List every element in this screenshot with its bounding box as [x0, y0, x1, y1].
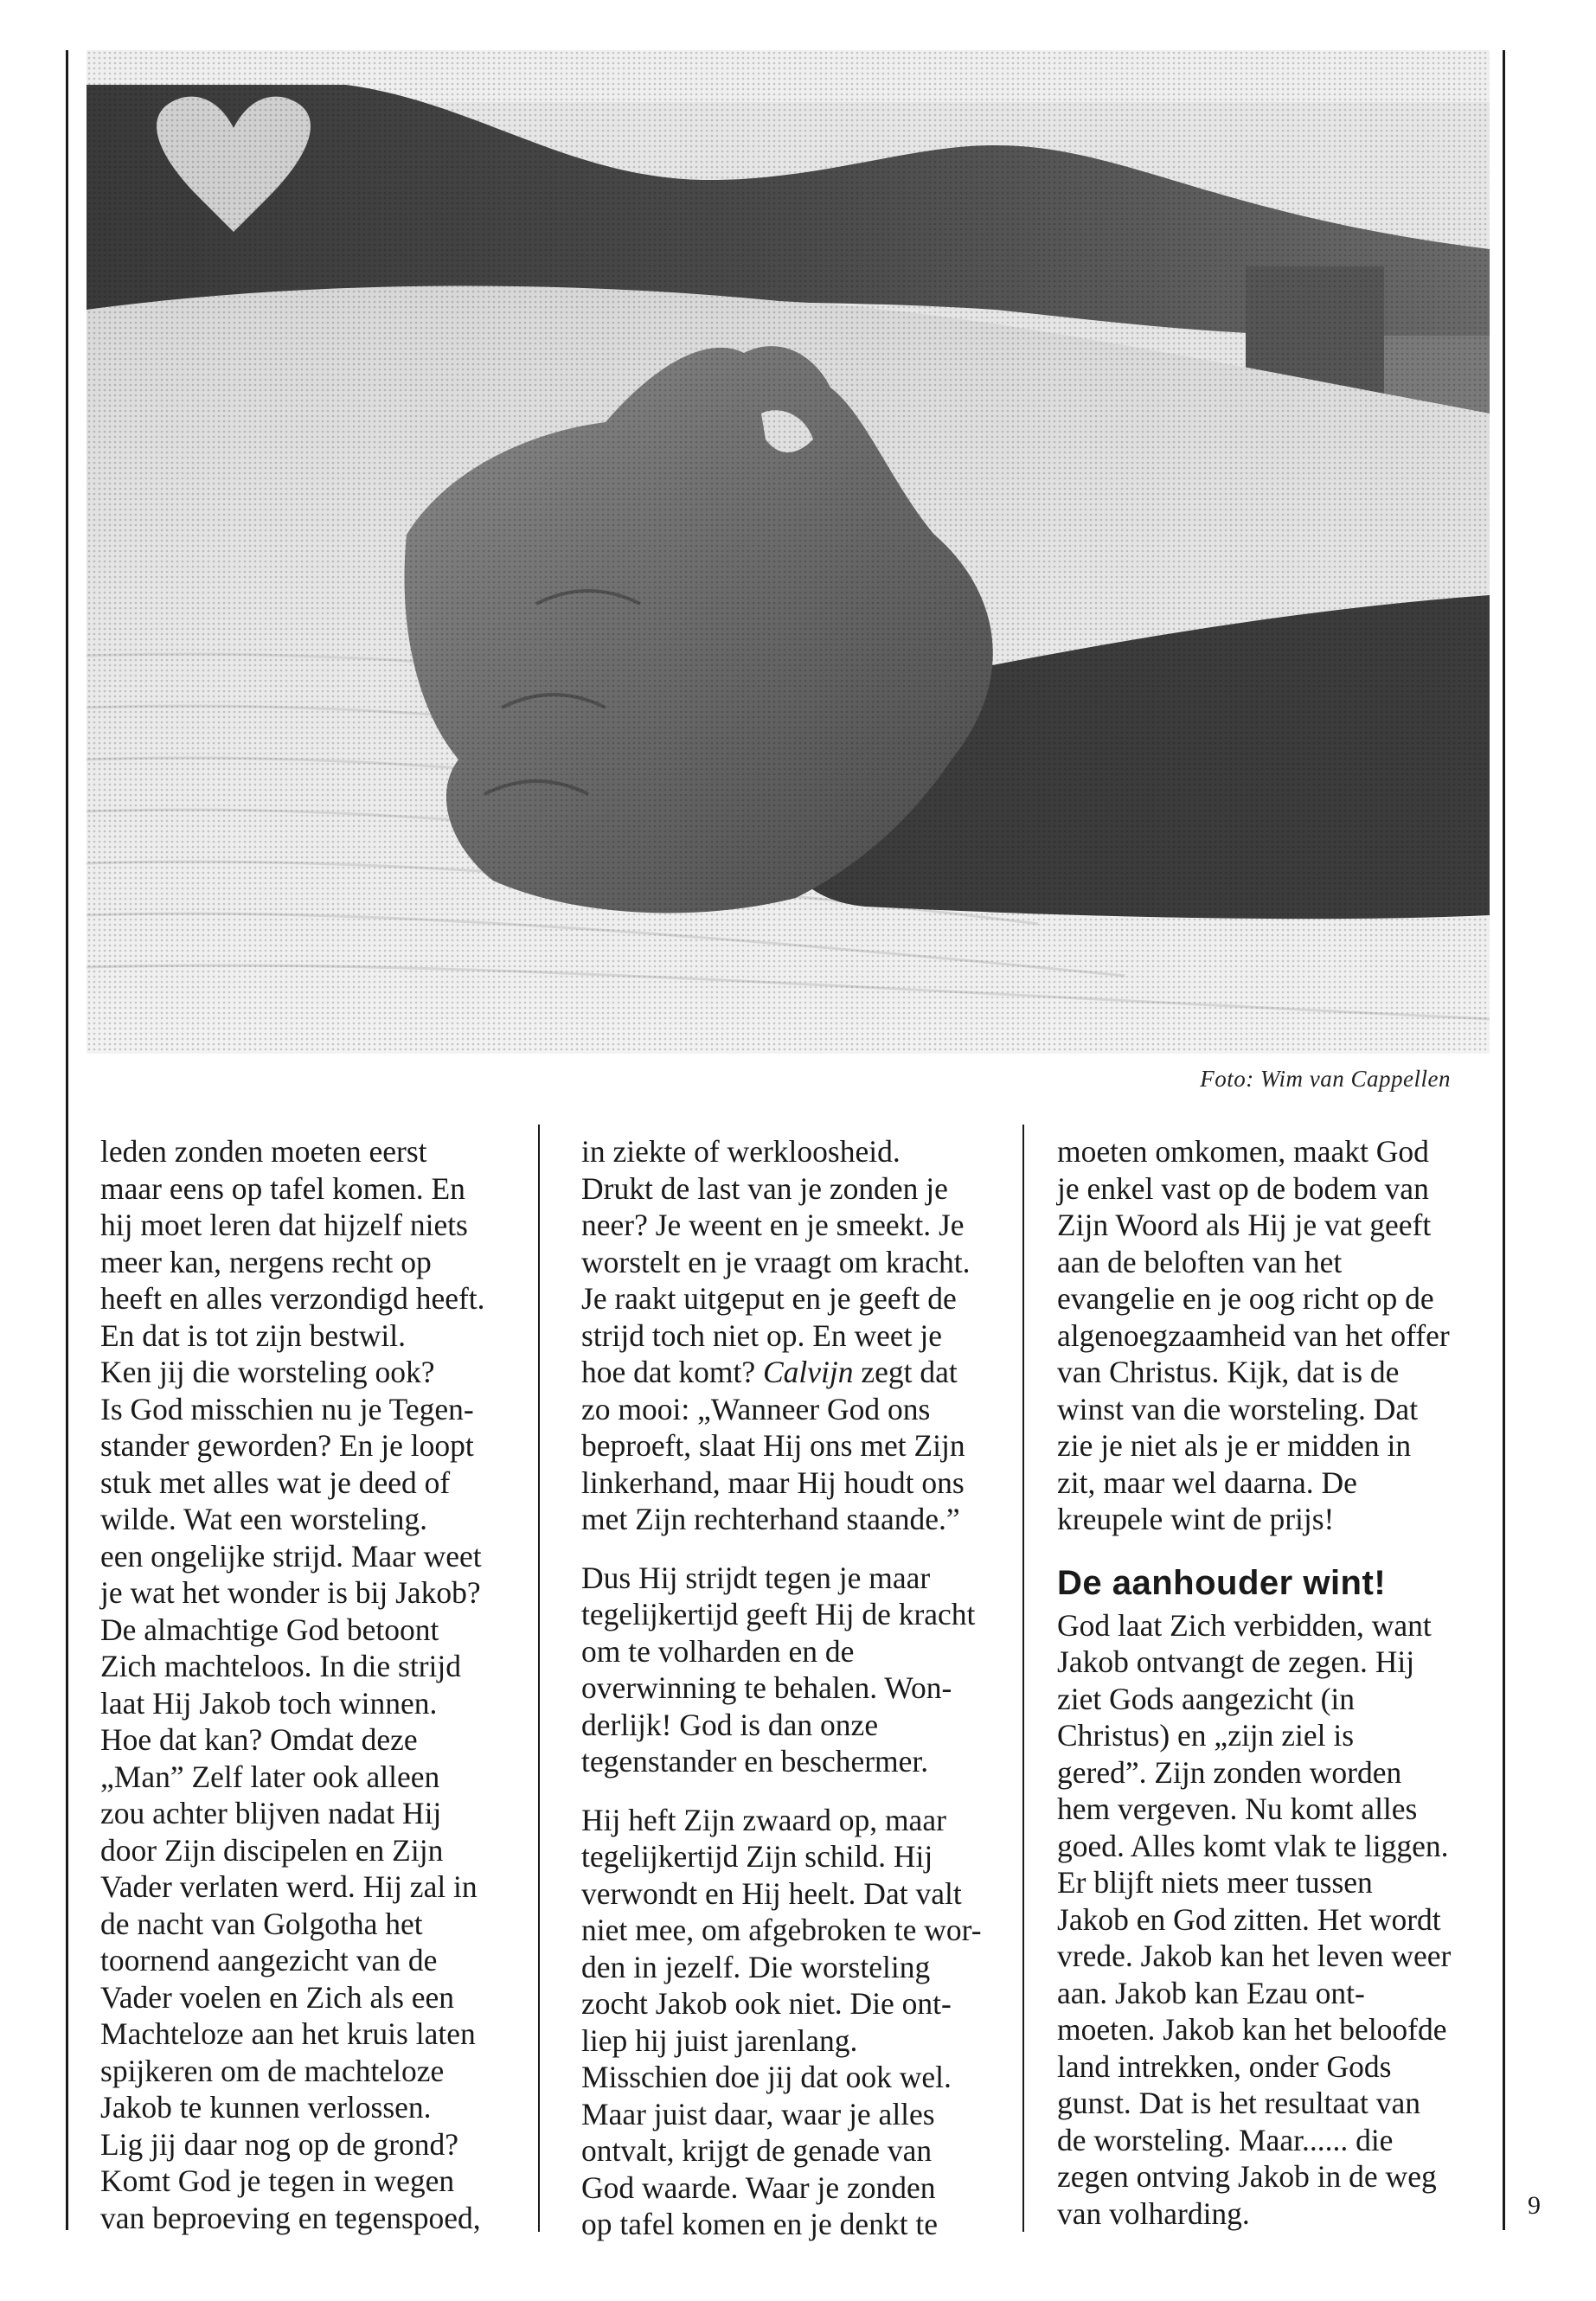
- text-line: overwinning te behalen. Won-: [581, 1670, 952, 1705]
- text-line: gunst. Dat is het resultaat van: [1057, 2086, 1420, 2120]
- text-line: Maar juist daar, waar je alles: [581, 2096, 935, 2131]
- text-line: ziet Gods aangezicht (in: [1057, 1681, 1356, 1716]
- text-line: zocht Jakob ook niet. Die ont-: [581, 1986, 952, 2021]
- paragraph: [581, 1560, 982, 1780]
- text-line: zit, maar wel daarna. De: [1057, 1465, 1357, 1500]
- paragraph: [1057, 1133, 1451, 1538]
- photo-caption: Foto: Wim van Cappellen: [1200, 1066, 1451, 1092]
- text-line: linkerhand, maar Hij houdt ons: [581, 1465, 965, 1500]
- text-line: toornend aangezicht van de: [100, 1943, 438, 1977]
- text-line: niet mee, om afgebroken te wor-: [581, 1913, 982, 1947]
- text-line: Dus Hij strijdt tegen je maar: [581, 1560, 931, 1595]
- text-line: Hij heft Zijn zwaard op, maar: [581, 1802, 946, 1837]
- text-line: je wat het wonder is bij Jakob?: [100, 1575, 481, 1610]
- text-line: Jakob te kunnen verlossen.: [100, 2090, 432, 2125]
- text-line: ontvalt, krijgt de genade van: [581, 2133, 933, 2168]
- text-line: moeten. Jakob kan het beloofde: [1057, 2012, 1447, 2047]
- article-column-1: [100, 1133, 485, 2236]
- text-line: Vader verlaten werd. Hij zal in: [100, 1869, 478, 1904]
- text-line: God laat Zich verbidden, want: [1057, 1607, 1432, 1643]
- text-line: neer? Je weent en je smeekt. Je: [581, 1208, 965, 1242]
- column-divider: [538, 1125, 540, 2232]
- text-line: [581, 1354, 982, 1391]
- text-line: op tafel komen en je denkt te: [581, 2207, 939, 2241]
- text-line: Hoe dat kan? Omdat deze: [100, 1722, 418, 1757]
- text-line: land intrekken, onder Gods: [1057, 2048, 1392, 2084]
- text-line: strijd toch niet op. En weet je: [581, 1317, 943, 1353]
- text-segment: zegt dat: [853, 1355, 958, 1389]
- text-line: Jakob ontvangt de zegen. Hij: [1057, 1644, 1415, 1679]
- text-line: Zijn Woord als Hij je vat geeft: [1057, 1208, 1432, 1242]
- text-line: stander geworden? En je loopt: [100, 1428, 474, 1463]
- text-line: de nacht van Golgotha het: [100, 1906, 423, 1941]
- text-line: Misschien doe jij dat ook wel.: [581, 2060, 952, 2094]
- text-line: Er blijft niets meer tussen: [1057, 1865, 1373, 1900]
- text-line: derlijk! God is dan onze: [581, 1707, 879, 1742]
- text-line: laat Hij Jakob toch winnen.: [100, 1685, 438, 1721]
- text-line: stuk met alles wat je deed of: [100, 1465, 451, 1500]
- text-line: En dat is tot zijn bestwil.: [100, 1317, 406, 1353]
- page-left-rule: [66, 50, 68, 2230]
- text-line: Lig jij daar nog op de grond?: [100, 2126, 459, 2162]
- text-line: tegenstander en beschermer.: [581, 1744, 929, 1779]
- text-line: verwondt en Hij heelt. Dat valt: [581, 1875, 962, 1911]
- text-line: den in jezelf. Die worsteling: [581, 1949, 931, 1984]
- text-line: van Christus. Kijk, dat is de: [1057, 1355, 1400, 1389]
- text-line: Zich machteloos. In die strijd: [100, 1649, 462, 1683]
- page-number: 9: [1528, 2191, 1541, 2220]
- text-line: kreupele wint de prijs!: [1057, 1502, 1335, 1536]
- text-line: zie je niet als je er midden in: [1057, 1428, 1412, 1463]
- text-line: om te volharden en de: [581, 1633, 855, 1669]
- article-column-3: [1057, 1133, 1451, 2232]
- text-line: leden zonden moeten eerst: [100, 1134, 427, 1169]
- text-line: zegen ontving Jakob in de weg: [1057, 2159, 1437, 2194]
- text-line: hem vergeven. Nu komt alles: [1057, 1791, 1418, 1826]
- text-line: Komt God je tegen in wegen: [100, 2163, 455, 2198]
- text-line: Is God misschien nu je Tegen-: [100, 1391, 474, 1426]
- column-divider: [1022, 1125, 1024, 2232]
- text-line: hij moet leren dat hijzelf niets: [100, 1208, 468, 1242]
- text-line: zo mooi: „Wanneer God ons: [581, 1391, 931, 1426]
- text-line: je enkel vast op de bodem van: [1057, 1170, 1429, 1206]
- text-line: Je raakt uitgeput en je geeft de: [581, 1281, 957, 1316]
- text-line: tegelijkertijd Zijn schild. Hij: [581, 1839, 933, 1874]
- text-line: Machteloze aan het kruis laten: [100, 2016, 476, 2051]
- paragraph: [581, 1133, 982, 1538]
- text-line: meer kan, nergens recht op: [100, 1244, 432, 1279]
- text-line: worstelt en je vraagt om kracht.: [581, 1244, 971, 1279]
- text-line: wilde. Wat een worsteling.: [100, 1502, 428, 1536]
- calvijn-emphasis: Calvijn: [762, 1355, 854, 1389]
- text-line: algenoegzaamheid van het offer: [1057, 1317, 1450, 1353]
- text-line: Christus) en „zijn ziel is: [1057, 1718, 1355, 1753]
- text-line: Ken jij die worsteling ook?: [100, 1355, 435, 1389]
- text-line: beproeft, slaat Hij ons met Zijn: [581, 1428, 965, 1463]
- text-line: „Man” Zelf later ook alleen: [100, 1759, 440, 1794]
- text-line: aan. Jakob kan Ezau ont-: [1057, 1975, 1365, 2010]
- text-line: spijkeren om de machteloze: [100, 2053, 445, 2088]
- paragraph: [100, 1133, 485, 2236]
- text-line: een ongelijke strijd. Maar weet: [100, 1538, 482, 1574]
- article-column-2: [581, 1133, 982, 2243]
- text-line: God waarde. Waar je zonden: [581, 2170, 936, 2205]
- text-segment: hoe dat komt?: [581, 1355, 756, 1389]
- text-line: vrede. Jakob kan het leven weer: [1057, 1939, 1452, 1973]
- text-line: evangelie en je oog richt op de: [1057, 1281, 1434, 1316]
- text-line: zou achter blijven nadat Hij: [100, 1796, 442, 1830]
- text-line: Drukt de last van je zonden je: [581, 1170, 948, 1206]
- text-line: door Zijn discipelen en Zijn: [100, 1832, 444, 1868]
- text-line: goed. Alles komt vlak te liggen.: [1057, 1828, 1449, 1863]
- paragraph: [1057, 1607, 1451, 2233]
- section-heading: De aanhouder wint!: [1057, 1563, 1387, 1602]
- text-line: gered”. Zijn zonden worden: [1057, 1754, 1402, 1790]
- photo-hand-on-blanket-icon: [87, 50, 1490, 1054]
- text-line: met Zijn rechterhand staande.”: [581, 1502, 960, 1536]
- text-line: moeten omkomen, maakt God: [1057, 1134, 1429, 1169]
- text-line: de worsteling. Maar...... die: [1057, 2122, 1394, 2157]
- text-line: heeft en alles verzondigd heeft.: [100, 1281, 485, 1316]
- paragraph: [581, 1802, 982, 2243]
- text-line: van volharding.: [1057, 2195, 1250, 2231]
- text-line: van beproeving en tegenspoed,: [100, 2200, 481, 2235]
- text-line: De almachtige God betoont: [100, 1612, 439, 1647]
- text-line: Vader voelen en Zich als een: [100, 1979, 455, 2015]
- text-line: tegelijkertijd geeft Hij de kracht: [581, 1597, 976, 1631]
- text-line: winst van die worsteling. Dat: [1057, 1391, 1419, 1426]
- text-line: Jakob en God zitten. Het wordt: [1057, 1901, 1441, 1937]
- text-line: maar eens op tafel komen. En: [100, 1170, 465, 1206]
- text-line: aan de beloften van het: [1057, 1244, 1343, 1279]
- text-line: liep hij juist jarenlang.: [581, 2022, 858, 2058]
- text-line: in ziekte of werkloosheid.: [581, 1134, 901, 1169]
- page-right-rule: [1503, 50, 1505, 2230]
